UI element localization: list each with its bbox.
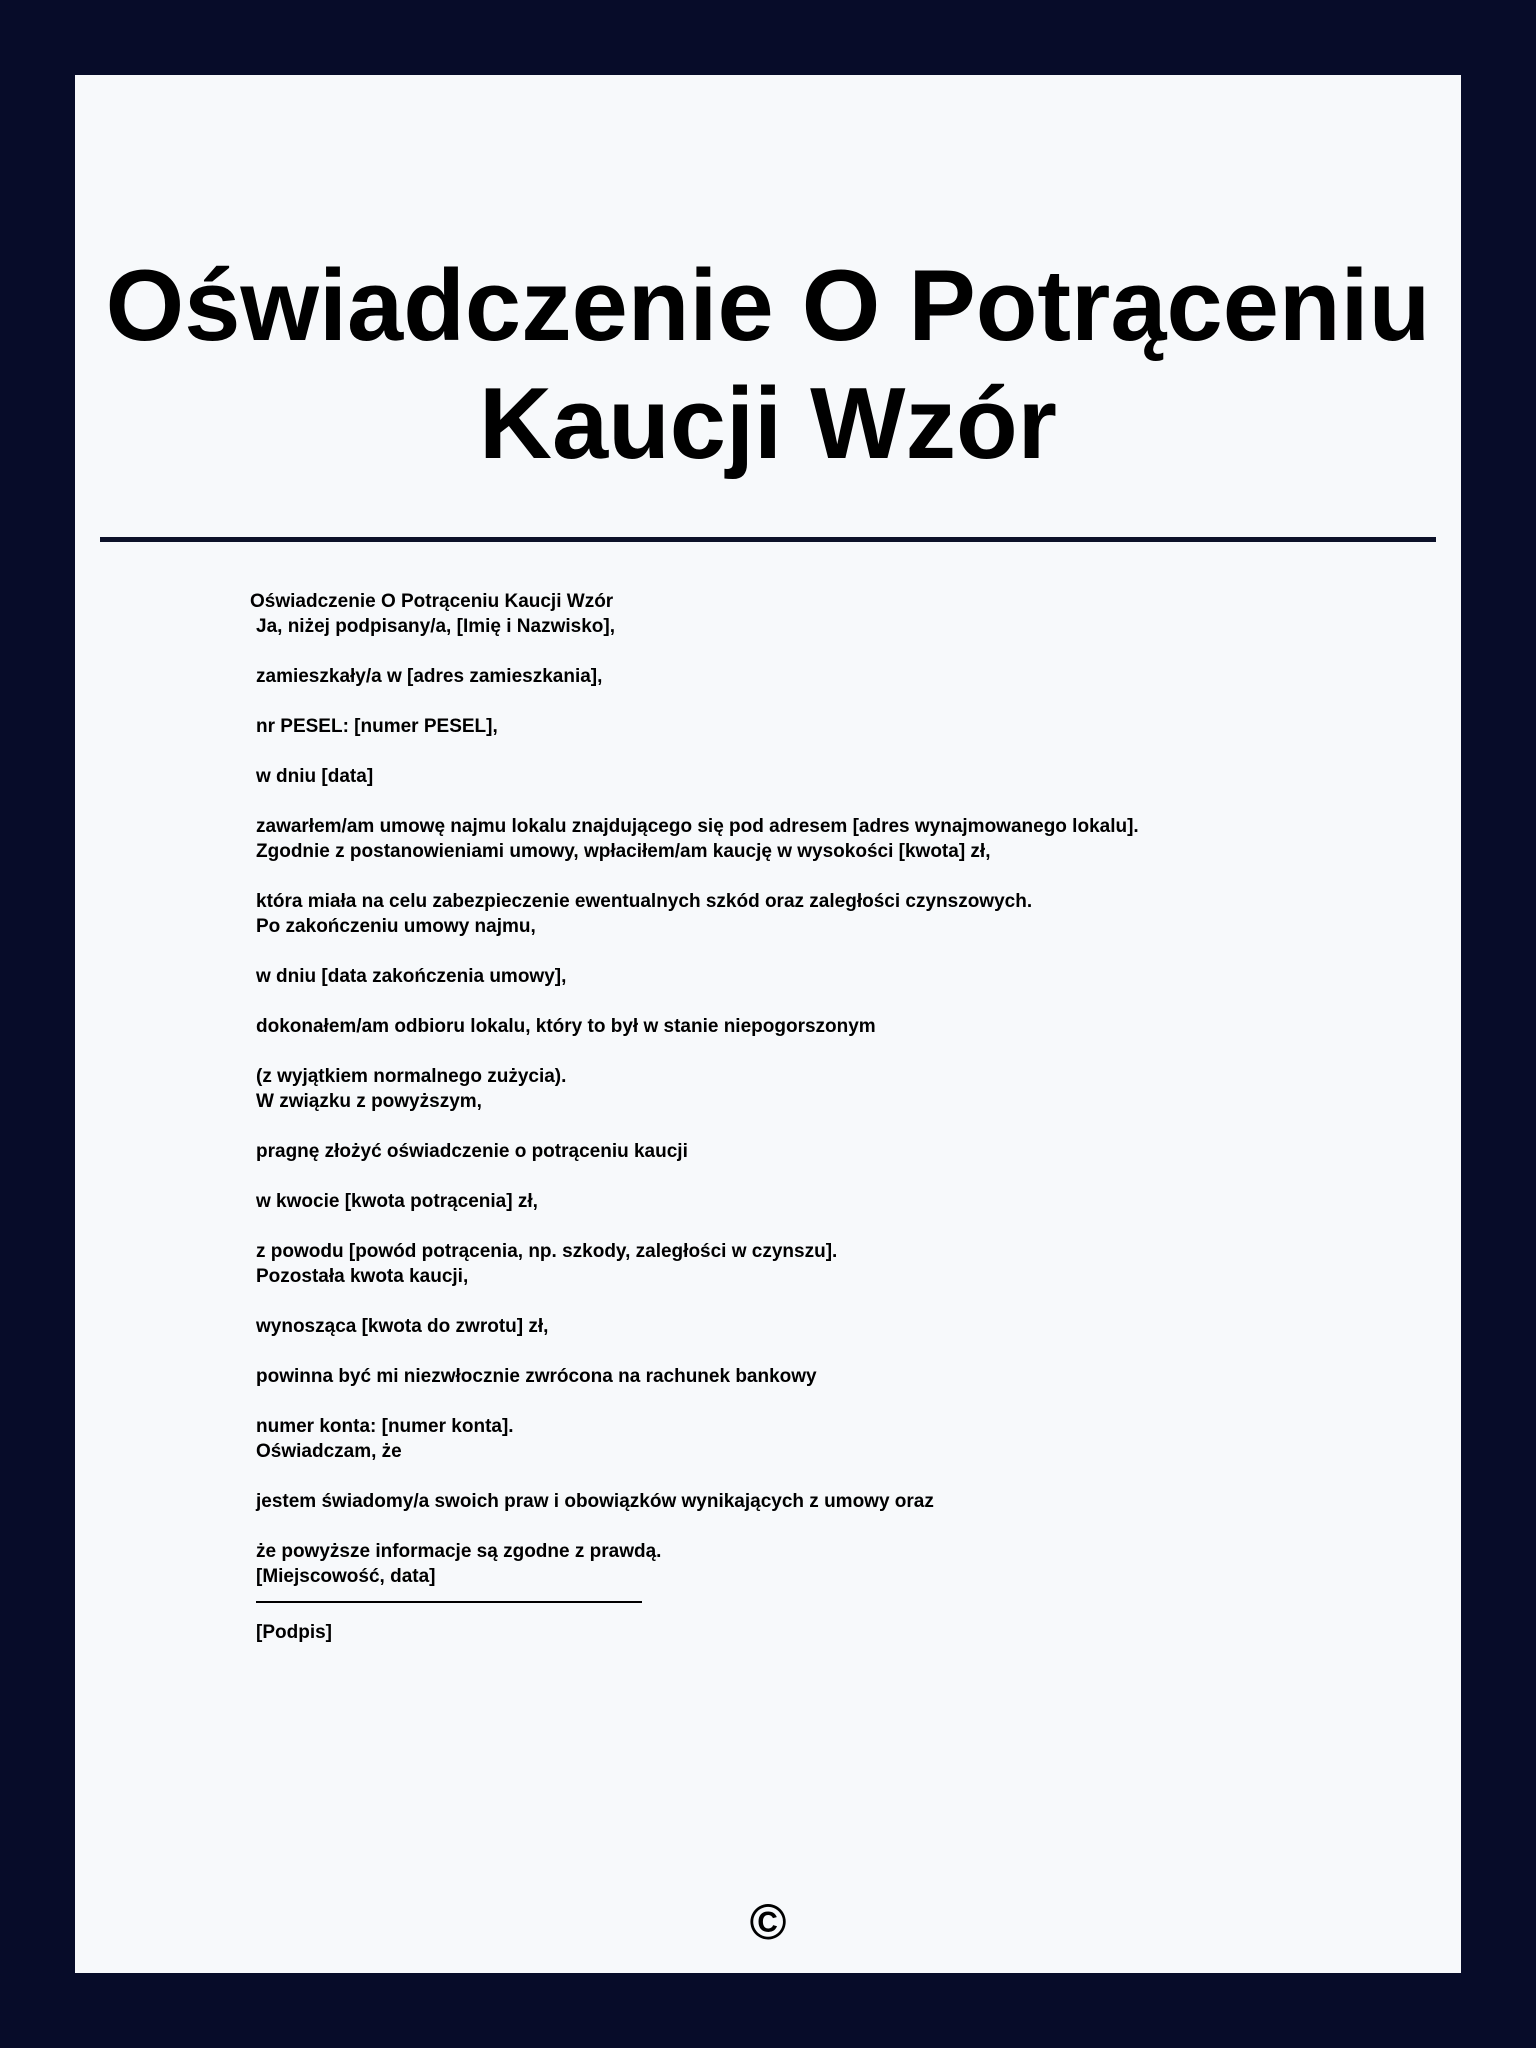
paragraph: nr PESEL: [numer PESEL], (256, 716, 498, 737)
signature-label: [Podpis] (256, 1622, 332, 1643)
paragraph: (z wyjątkiem normalnego zużycia). (256, 1066, 567, 1087)
paragraph: że powyższe informacje są zgodne z prawdą. (256, 1541, 662, 1562)
paragraph: jestem świadomy/a swoich praw i obowiązków wynikających z umowy oraz (256, 1491, 934, 1512)
paragraph: zamieszkały/a w [adres zamieszkania], (256, 666, 603, 687)
paragraph: numer konta: [numer konta]. (256, 1416, 514, 1437)
paragraph: Pozostała kwota kaucji, (256, 1266, 469, 1287)
paragraph: z powodu [powód potrącenia, np. szkody, zaległości w czynszu]. (256, 1241, 838, 1262)
document-heading: Oświadczenie O Potrąceniu Kaucji Wzór (250, 591, 614, 612)
paragraph: pragnę złożyć oświadczenie o potrąceniu kaucji (256, 1141, 688, 1162)
signature-line (256, 1601, 642, 1603)
page-title: Oświadczenie O Potrąceniu Kaucji Wzór (105, 250, 1431, 480)
paragraph: powinna być mi niezwłocznie zwrócona na rachunek bankowy (256, 1366, 817, 1387)
paragraph: w dniu [data zakończenia umowy], (256, 966, 567, 987)
paragraph: Ja, niżej podpisany/a, [Imię i Nazwisko], (256, 616, 615, 637)
paragraph: zawarłem/am umowę najmu lokalu znajdującego się pod adresem [adres wynajmowanego lokalu]. (256, 816, 1139, 837)
document-page (75, 75, 1461, 1973)
document-body (256, 614, 1356, 1645)
title-divider (100, 537, 1436, 542)
paragraph: Oświadczam, że (256, 1441, 402, 1462)
paragraph: która miała na celu zabezpieczenie ewentualnych szkód oraz zaległości czynszowych. (256, 891, 1033, 912)
paragraph: W związku z powyższym, (256, 1091, 482, 1112)
place-date-field: [Miejscowość, data] (256, 1566, 436, 1587)
paragraph: w dniu [data] (256, 766, 374, 787)
copyright-icon: © (749, 1894, 787, 1950)
paragraph: wynosząca [kwota do zwrotu] zł, (256, 1316, 549, 1337)
paragraph: w kwocie [kwota potrącenia] zł, (256, 1191, 538, 1212)
paragraph: dokonałem/am odbioru lokalu, który to był w stanie niepogorszonym (256, 1016, 876, 1037)
paragraph: Po zakończeniu umowy najmu, (256, 916, 536, 937)
paragraph: Zgodnie z postanowieniami umowy, wpłaciłem/am kaucję w wysokości [kwota] zł, (256, 841, 991, 862)
